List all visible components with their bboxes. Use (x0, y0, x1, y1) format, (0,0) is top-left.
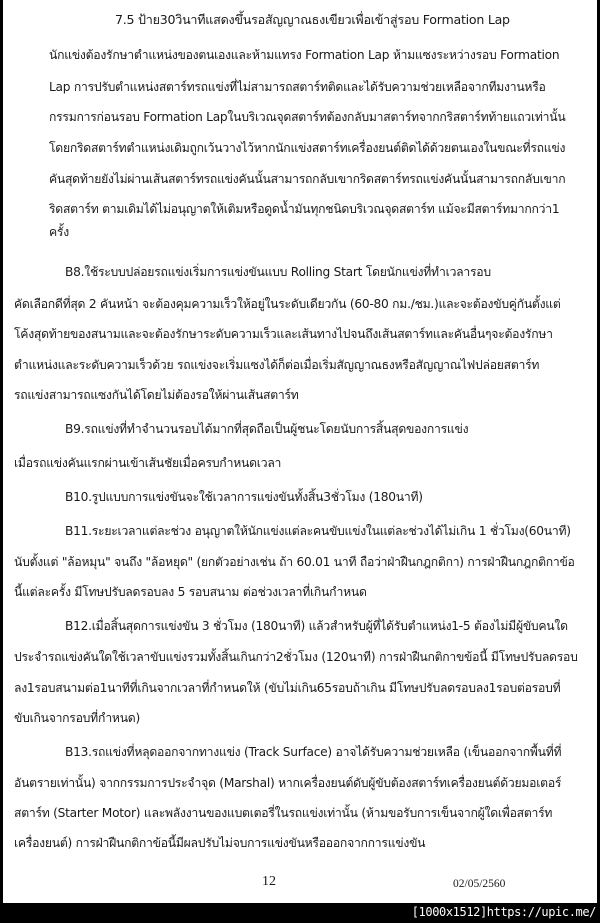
text-line: รถแข่งสามารถแซงกันได้โดยไม่ต้องรอให้ผ่านเส้นสตาร์ท (14, 388, 299, 402)
text-line: B8.ใช้ระบบปล่อยรถแข่งเริ่มการแข่งขันแบบ Rolling Start โดยนักแข่งที่ทำเวลารอบ (65, 265, 491, 279)
text-line: ประจำรถแข่งคันใดใช้เวลาขับแข่งรวมทั้งสิ้นเกินกว่า2ชั่วโมง (120นาที) การฝ่าฝืนกติกาขข้อนี้ มีโทษปรับลดรอบ (14, 650, 578, 664)
text-line: คัดเลือกดีที่สุด 2 คันหน้า จะต้องคุมความเร็วให้อยู่ในระดับเดียวกัน (60-80 กม./ชม.)และจะต้องขับคู่กันตั้งแต่ (14, 297, 561, 311)
text-line: ขับเกินจากรอบที่กำหนด) (14, 711, 140, 725)
text-line: B13.รถแข่งที่หลุดออกจากทางแข่ง (Track Surface) อาจได้รับความช่วยเหลือ (เข็นออกจากพื้นที่ที่ (65, 745, 562, 759)
text-line: โดยกริดสตาร์ทตำแหน่งเดิมถูกเว้นวางไว้หากนักแข่งสตาร์ทเครื่องยนต์ติดได้ด้วยตนเองในขณะที่รถแข่ง (49, 141, 566, 155)
text-line: นี้แต่ละครั้ง มีโทษปรับลดรอบลง 5 รอบสนาม ต่อช่วงเวลาที่เกินกำหนด (14, 585, 367, 599)
text-line: ครั้ง (49, 225, 69, 239)
text-line: นักแข่งต้องรักษาตำแหน่งของตนเองและห้ามแทรง Formation Lap ห้ามแซงระหว่างรอบ Formation (49, 48, 560, 62)
text-line: เมื่อรถแข่งคันแรกผ่านเข้าเส้นชัยเมื่อครบกำหนดเวลา (14, 456, 282, 470)
text-line: ตำแหน่งและระดับความเร็วด้วย รถแข่งจะเริ่มแซงได้ก็ต่อเมื่อเริ่มสัญญาณธงหรือสัญญาณไฟปล่อยสตาร์ท (14, 358, 540, 372)
text-line: กรรมการก่อนรอบ Formation Lapในบริเวณจุดสตาร์ทต้องกลับมาสตาร์ทจากกริสตาร์ทท้ายแถวเท่านั้น (49, 110, 566, 124)
text-line: ลง1รอบสนามต่อ1นาทีที่เกินจากเวลาที่กำหนดให้ (ขับไม่เกิน65รอบถ้าเกิน มีโทษปรับลดรอบลง1รอบต่อรอบที่ (14, 681, 561, 695)
text-line: ริดสตาร์ท ตามเดิมได้ไม่อนุญาตให้เติมหรือดูดน้ำมันทุกชนิดบริเวณจุดสตาร์ท แม้จะมีสตาร์ทมากกว่า1 (49, 202, 560, 216)
section-heading: 7.5 ป้าย30วินาทีแสดงขึ้นรอสัญญาณธงเขียวเพื่อเข้าสู่รอบ Formation Lap (115, 12, 510, 27)
document-date: 02/05/2560 (453, 878, 506, 890)
watermark: [1000x1512]https://upic.me/ (411, 905, 596, 919)
text-line: Lap การปรับตำแหน่งสตาร์ทรถแข่งที่ไม่สามารถสตาร์ทติดและได้รับความช่วยเหลือจากทีมงานหรือ (49, 80, 546, 94)
text-line: เครื่องยนต์) การฝ่าฝืนกติกาข้อนี้มีผลปรับไม่จบการแข่งขันหรือออกจากการแข่งขัน (14, 836, 426, 850)
text-line: สตาร์ท (Starter Motor) และพลังงานของแบตเตอรี่ในรถแข่งเท่านั้น (ห้ามขอรับการเข็นจากผู้ใดเพื่อสตาร์ท (14, 806, 553, 820)
document-page (3, 0, 597, 903)
text-line: B10.รูปแบบการแข่งขันจะใช้เวลาการแข่งขันทั้งสิ้น3ชั่วโมง (180นาที) (65, 490, 423, 504)
text-line: B12.เมื่อสิ้นสุดการแข่งขัน 3 ชั่วโมง (180นาที) แล้วสำหรับผู้ที่ได้รับตำแหน่ง1-5 ต้องไม่มีผู้ขับคนใด (65, 619, 568, 633)
text-line: อันตรายเท่านั้น) จากกรรมการประจำจุด (Marshal) หากเครื่องยนต์ดับผู้ขับต้องสตาร์ทเครื่องยนต์ด้วยมอเตอร์ (14, 776, 562, 790)
text-line: นับตั้งแต่ "ล้อหมุน" จนถึง "ล้อหยุด" (ยกตัวอย่างเช่น ถ้า 60.01 นาที ถือว่าฝ่าฝืนกฎกติกา) การฝ่าฝืนกฎกติกาข้อ (14, 555, 575, 569)
page-number: 12 (262, 874, 276, 889)
text-line: B11.ระยะเวลาแต่ละช่วง อนุญาตให้นักแข่งแต่ละคนขับแข่งในแต่ละช่วงได้ไม่เกิน 1 ชั่วโมง(60นาที) (65, 524, 571, 538)
text-line: คันสุดท้ายยังไม่ผ่านเส้นสตาร์ทรถแข่งคันนั้นสามารถกลับเขากริดสตาร์ทรถแข่งคันนั้นสามารถกลับเขาก (49, 172, 566, 186)
text-line: โค้งสุดท้ายของสนามและจะต้องรักษาระดับความเร็วและเส้นทางไปจนถึงเส้นสตาร์ทและคันอื่นๆจะต้องรักษา (14, 327, 553, 341)
text-line: B9.รถแข่งที่ทำจำนวนรอบได้มากที่สุดถือเป็นผู้ชนะโดยนับการสิ้นสุดของการแข่ง (65, 422, 469, 436)
